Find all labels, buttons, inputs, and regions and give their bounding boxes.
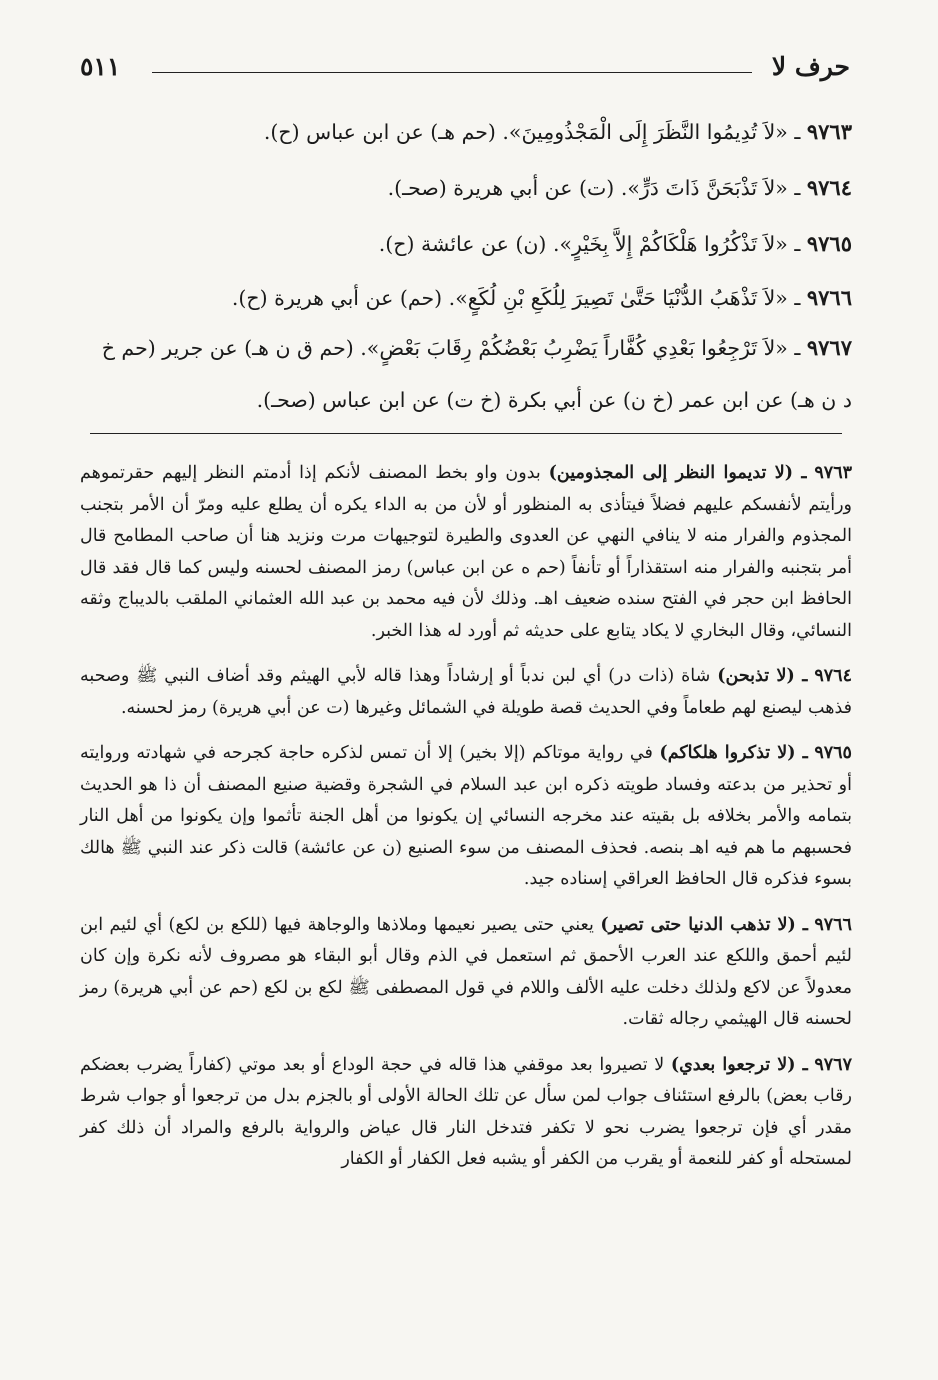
commentary-paragraph [80,661,852,724]
hadith-entry [90,216,852,272]
commentary-text: لا تصيروا بعد موقفي هذا قاله في حجة الوداع أو بعد موتي (كفاراً يضرب بعضكم رقاب بعض) بالرفع استئناف جواب لمن سأل عن تلك الحالة الأولى أو بالجزم بدل من ترجعوا أو جواب شرط مقدر أي فإن ترجعوا يضرب نحو لا تكفر فتدخل النار قال عياض والرواية بالرفع والمراد أن ذلك كفر لمستحله أو كفر للنعمة أو يقرب من الكفر أو يشبه فعل الكفار أو الكفار [80,1054,852,1169]
commentary-text: شاة (ذات در) أي لبن ندباً أو إرشاداً وهذا قاله لأبي الهيثم وقد أضاف النبي ﷺ وصحبه فذهب ليصنع لهم طعاماً وفي الحديث قصة طويلة في الشمائل وغيرها (ت عن أبي هريرة) رمز لحسنه. [80,666,852,718]
commentary-paragraph [80,738,852,896]
commentary-paragraph [80,910,852,1036]
chapter-title: حرف لا [771,52,850,81]
commentary-number: ٩٧٦٦ [814,914,852,935]
hadith-text: ـ «لاَ تَذْهَبُ الدُّنْيَا حَتَّىٰ تَصِيرَ لِلُكَعِ بْنِ لُكَعٍ». (حم) عن أبي هريرة (ح). [231,286,801,310]
commentary-number: ٩٧٦٧ [814,1054,852,1075]
commentary-number: ٩٧٦٣ [814,463,852,483]
commentary-number: ٩٧٦٥ [814,743,852,763]
commentary-text: في رواية موتاكم (إلا بخير) إلا أن تمس لذكره حاجة كجرحه في شهادته وروايته أو تحذير من بدعته وفساد طويته ذكره ابن عبد السلام في الشجرة وقضية صنيع المصنف أن ذا هو الحديث بتمامه والأمر بخلافه بل بقيته عند مخرجه النسائي إن يكونوا من أهل الجنة تأثموا وإن يكونوا من أهل النار فحسبهم ما هم فيه اهـ بنصه. فحذف المصنف من سوء الصنيع (ن عن عائشة) قالت ذكر عند النبي ﷺ هالك بسوء فذكره قال الحافظ العراقي إسناده جيد. [80,743,852,889]
hadith-text: ـ «لاَ تَرْجِعُوا بَعْدِي كُفَّاراً يَضْرِبُ بَعْضُكُمْ رِقَابَ بَعْضٍ». (حم ق ن هـ) عن جرير (حم خ د ن هـ) عن ابن عمر (خ ن) عن أبي بكرة (خ ت) عن ابن عباس (صحـ). [101,336,852,412]
commentary-text: بدون واو بخط المصنف لأنكم إذا أدمتم النظر إليهم حقرتموهم ورأيتم لأنفسكم عليهم فضلاً فيتأذى به المنظور أو لأن من به الداء يكره أن يطلع عليه ومرّ أن الأمر بتجنب المجذوم والفرار منه لا ينافي النهي عن العدوى والطيرة لتوجيهات مرت ونزيد هنا أن صاحب المطامح قال أمر بتجنبه والفرار منه استقذاراً أو تأنفاً (حم ه عن ابن عباس) رمز المصنف لحسنه وليس كما قال فقد قال الحافظ ابن حجر في الفتح سنده ضعيف اهـ. وذلك لأن فيه محمد بن عبد الله العثماني الملقب بالديباج وثقه النسائي، وقال البخاري لا يكاد يتابع على حديثه ثم أورد له هذا الخبر. [80,463,852,641]
hadith-number: ٩٧٦٤ [806,175,852,200]
hadith-text: ـ «لاَ تَذْبَحَنَّ ذَاتَ دَرٍّ». (ت) عن أبي هريرة (صحـ). [387,176,801,200]
commentary-text: يعني حتى يصير نعيمها وملاذها والوجاهة فيها (للكع بن لكع) أي لئيم ابن لئيم أحمق واللكع عند العرب الأحمق ثم استعمل في الذم وقال أبو البقاء هو مصروف لأنه نكرة وإن كان معدولاً عن لاكع ولذلك دخلت عليه الألف واللام في قول المصطفى ﷺ لكع بن لكع (حم عن أبي هريرة) رمز لحسنه قال الهيثمي رجاله ثقات. [80,914,852,1029]
commentary-phrase: ـ (لا تديموا النظر إلى المجذومين) [548,463,807,483]
footnote-divider [90,433,842,434]
hadith-entry [90,322,852,426]
commentary-phrase: ـ (لا تذبحن) [717,666,808,686]
hadith-number: ٩٧٦٦ [806,285,852,310]
commentary-number: ٩٧٦٤ [814,666,852,686]
commentary-phrase: ـ (لا تذهب الدنيا حتى تصير) [600,914,808,935]
commentary [80,458,852,1190]
commentary-paragraph [80,1050,852,1176]
hadith-number: ٩٧٦٥ [806,231,852,256]
hadith-number: ٩٧٦٧ [806,335,852,360]
hadith-number: ٩٧٦٣ [806,119,852,144]
commentary-paragraph [80,458,852,647]
commentary-phrase: ـ (لا تذكروا هلكاكم) [659,743,808,763]
hadith-entry [90,160,852,216]
hadith-text: ـ «لاَ تُدِيمُوا النَّظَرَ إِلَى الْمَجْذُومِينَ». (حم هـ) عن ابن عباس (ح). [263,120,801,144]
page-header [80,50,850,90]
header-rule [152,72,752,73]
commentary-phrase: ـ (لا ترجعوا بعدي) [670,1054,808,1075]
hadith-entry [90,270,852,326]
hadith-entry [90,104,852,160]
hadith-text: ـ «لاَ تَذْكُرُوا هَلْكَاكُمْ إِلاَّ بِخَيْرٍ». (ن) عن عائشة (ح). [378,232,801,256]
page-number: ٥١١ [80,52,121,81]
